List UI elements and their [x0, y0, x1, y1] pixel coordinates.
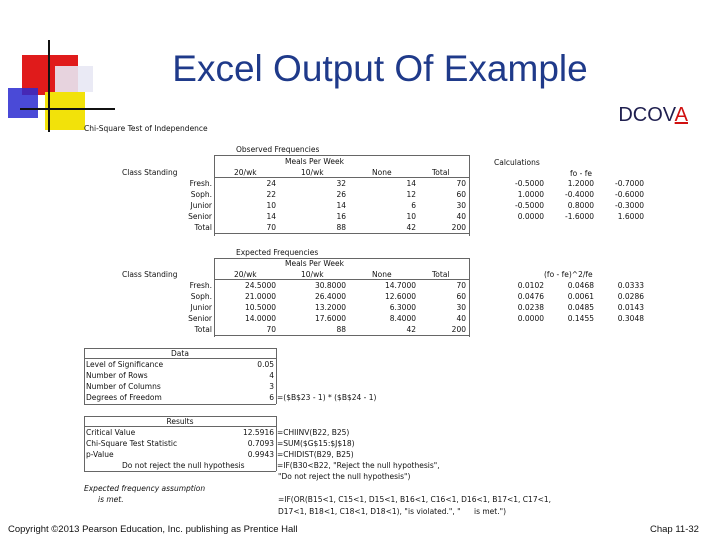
observed-cell: 60: [456, 190, 466, 199]
expected-cell: 14.0000: [244, 314, 276, 323]
data-label: Degrees of Freedom: [86, 393, 162, 402]
ratio-cell: 0.0468: [567, 281, 594, 290]
observed-cell: 200: [451, 223, 466, 232]
results-label: Chi-Square Test Statistic: [86, 439, 178, 448]
data-title: Data: [171, 349, 189, 358]
data-value: 3: [269, 382, 274, 391]
ratio-cell: 0.0143: [617, 303, 644, 312]
results-value: 0.7093: [247, 439, 274, 448]
ratio-cell: 0.0238: [517, 303, 544, 312]
observed-meals-header: Meals Per Week: [285, 157, 344, 166]
data-formula: =($B$23 - 1) * ($B$24 - 1): [277, 393, 377, 402]
fofe-cell: -0.6000: [615, 190, 644, 199]
fofe-cell: -0.3000: [615, 201, 644, 210]
fofe-cell: 0.0000: [517, 212, 544, 221]
expected-cell: 24.5000: [244, 281, 276, 290]
expected-cell: 60: [456, 292, 466, 301]
observed-cell: 70: [266, 223, 276, 232]
observed-cell: 6: [411, 201, 416, 210]
fofe-cell: -0.7000: [615, 179, 644, 188]
fofe-cell: -0.4000: [565, 190, 594, 199]
calculations-title: Calculations: [494, 158, 540, 167]
observed-cell: 40: [456, 212, 466, 221]
expected-cell: 42: [406, 325, 416, 334]
observed-cell: 70: [456, 179, 466, 188]
ratio-cell: 0.0102: [517, 281, 544, 290]
ratio-cell: 0.0485: [567, 303, 594, 312]
observed-cell: 32: [336, 179, 346, 188]
data-label: Number of Columns: [86, 382, 161, 391]
fofe-header: fo - fe: [570, 169, 592, 178]
brand-logo: DCOVA: [618, 104, 688, 126]
expected-cell: 70: [266, 325, 276, 334]
observed-cell: 88: [336, 223, 346, 232]
observed-col-10wk: 10/wk: [301, 168, 324, 177]
expected-cell: 14.7000: [384, 281, 416, 290]
data-value: 0.05: [257, 360, 274, 369]
expected-cell: 88: [336, 325, 346, 334]
ratio-cell: 0.0000: [517, 314, 544, 323]
observed-cell: 42: [406, 223, 416, 232]
fofe-cell: -0.5000: [515, 201, 544, 210]
observed-row-label: Total: [194, 223, 212, 232]
results-label: Critical Value: [86, 428, 136, 437]
expected-cell: 12.6000: [384, 292, 416, 301]
data-label: Level of Significance: [86, 360, 164, 369]
observed-row-header: Class Standing: [122, 168, 178, 177]
ratio-cell: 0.3048: [617, 314, 644, 323]
data-label: Number of Rows: [86, 371, 148, 380]
assumption-label: Expected frequency assumption: [84, 484, 206, 493]
expected-cell: 17.6000: [314, 314, 346, 323]
ratio-cell: 0.0333: [617, 281, 644, 290]
expected-meals-header: Meals Per Week: [285, 259, 344, 268]
expected-cell: 30: [456, 303, 466, 312]
results-title: Results: [166, 417, 194, 426]
expected-row-label: Total: [194, 325, 212, 334]
observed-row-label: Fresh.: [189, 179, 212, 188]
deco-yellow-square: [45, 92, 85, 130]
decision-label: Do not reject the null hypothesis: [122, 461, 245, 470]
expected-col-none: None: [372, 270, 392, 279]
ratio-cell: 0.0476: [517, 292, 544, 301]
observed-col-total: Total: [432, 168, 450, 177]
expected-col-10wk: 10/wk: [301, 270, 324, 279]
deco-blue-square: [8, 88, 38, 118]
fofe-cell: -0.5000: [515, 179, 544, 188]
assumption-formula: =IF(OR(B15<1, C15<1, D15<1, B16<1, C16<1, D16<1, B17<1, C17<1,: [278, 495, 552, 504]
observed-cell: 16: [336, 212, 346, 221]
sheet-heading: Chi-Square Test of Independence: [84, 124, 208, 133]
observed-cell: 24: [266, 179, 276, 188]
expected-row-label: Fresh.: [189, 281, 212, 290]
copyright-footer: Copyright ©2013 Pearson Education, Inc. publishing as Prentice Hall: [8, 524, 298, 535]
ratio-cell: 0.1455: [567, 314, 594, 323]
expected-title: Expected Frequencies: [236, 248, 319, 257]
observed-title: Observed Frequencies: [236, 145, 320, 154]
observed-cell: 26: [336, 190, 346, 199]
slide-title: Excel Output Of Example: [172, 48, 588, 89]
results-value: 12.5916: [242, 428, 274, 437]
observed-col-20wk: 20/wk: [234, 168, 257, 177]
slide-number: Chap 11-32: [650, 524, 699, 535]
expected-cell: 70: [456, 281, 466, 290]
expected-row-label: Soph.: [190, 292, 212, 301]
ratio-cell: 0.0286: [617, 292, 644, 301]
observed-cell: 14: [336, 201, 346, 210]
observed-cell: 22: [266, 190, 276, 199]
results-formula: =CHIINV(B22, B25): [277, 428, 350, 437]
assumption-formula: is violated.", ": [408, 507, 461, 516]
observed-row-label: Junior: [190, 201, 212, 210]
expected-cell: 200: [451, 325, 466, 334]
expected-col-20wk: 20/wk: [234, 270, 257, 279]
expected-cell: 10.5000: [244, 303, 276, 312]
observed-cell: 10: [406, 212, 416, 221]
expected-cell: 30.8000: [314, 281, 346, 290]
observed-cell: 14: [406, 179, 416, 188]
data-value: 4: [269, 371, 274, 380]
data-value: 6: [269, 393, 274, 402]
decision-formula: "Do not reject the null hypothesis"): [278, 472, 411, 481]
expected-cell: 40: [456, 314, 466, 323]
expected-cell: 26.4000: [314, 292, 346, 301]
expected-cell: 6.3000: [389, 303, 416, 312]
expected-row-header: Class Standing: [122, 270, 178, 279]
fofe-cell: 1.6000: [617, 212, 644, 221]
observed-cell: 30: [456, 201, 466, 210]
assumption-formula: D17<1, B18<1, C18<1, D18<1), ": [278, 507, 408, 516]
fofe-cell: 1.2000: [567, 179, 594, 188]
ratio-cell: 0.0061: [567, 292, 594, 301]
fofe-cell: 1.0000: [517, 190, 544, 199]
expected-cell: 8.4000: [389, 314, 416, 323]
fofe-cell: 0.8000: [567, 201, 594, 210]
results-formula: =CHIDIST(B29, B25): [277, 450, 354, 459]
expected-col-total: Total: [432, 270, 450, 279]
observed-cell: 14: [266, 212, 276, 221]
assumption-label: is met.: [98, 495, 124, 504]
expected-row-label: Senior: [188, 314, 212, 323]
assumption-formula: is met."): [474, 507, 506, 516]
observed-col-none: None: [372, 168, 392, 177]
ratio-header: (fo - fe)^2/fe: [544, 270, 593, 279]
results-label: p-Value: [86, 450, 114, 459]
observed-cell: 12: [406, 190, 416, 199]
expected-cell: 21.0000: [244, 292, 276, 301]
results-value: 0.9943: [247, 450, 274, 459]
observed-row-label: Soph.: [190, 190, 212, 199]
observed-cell: 10: [266, 201, 276, 210]
fofe-cell: -1.6000: [565, 212, 594, 221]
decision-formula: =IF(B30<B22, "Reject the null hypothesis",: [277, 461, 440, 470]
expected-cell: 13.2000: [314, 303, 346, 312]
expected-row-label: Junior: [190, 303, 212, 312]
observed-row-label: Senior: [188, 212, 212, 221]
results-formula: =SUM($G$15:$J$18): [277, 439, 355, 448]
deco-horizontal-line: [20, 108, 115, 110]
